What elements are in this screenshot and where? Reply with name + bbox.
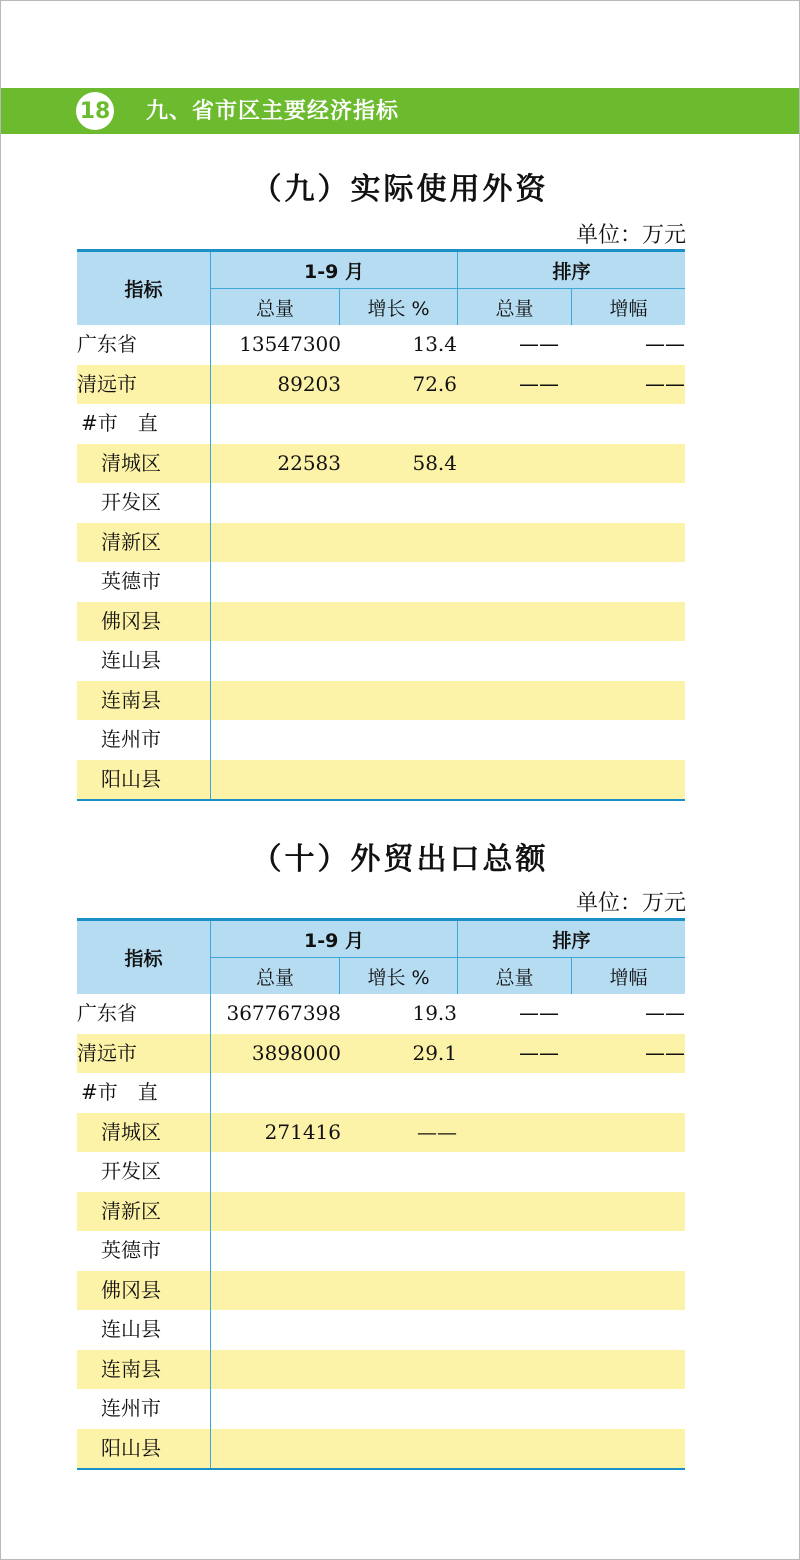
table-row (77, 641, 685, 680)
header-divider (211, 288, 685, 289)
row-rank-total-value: —— (519, 1001, 559, 1025)
row-rank-total-value (495, 681, 583, 720)
table-title: （九）实际使用外资 (251, 172, 549, 207)
header-column-rule (339, 957, 340, 994)
header-indicator: 指标 (124, 948, 163, 970)
row-rank-total-value (495, 1271, 583, 1310)
row-name: 佛冈县 (101, 608, 161, 633)
row-growth-value: 58.4 (412, 450, 457, 475)
table-row (77, 325, 685, 364)
header-rank: 排序 (552, 929, 591, 952)
row-name: 连山县 (101, 1317, 161, 1341)
header-column-rule (457, 921, 458, 994)
row-rank-growth-value: —— (645, 371, 685, 396)
row-rank-total-value (495, 720, 583, 759)
row-rank-total-value (495, 1350, 583, 1389)
row-rank-total-value (495, 523, 583, 562)
row-name: 佛冈县 (101, 1277, 161, 1302)
data-table-export-total (77, 918, 685, 1470)
table-row (77, 1350, 685, 1389)
header-rank-growth: 增幅 (609, 966, 648, 989)
row-total-value: 13547300 (239, 332, 341, 356)
table-row (77, 1192, 685, 1231)
table-row (77, 444, 685, 483)
header-rank: 排序 (552, 260, 591, 283)
row-rank-total-value (495, 562, 583, 601)
table-row (77, 365, 685, 404)
row-rank-total-value (495, 483, 583, 522)
section-header-bar (1, 88, 799, 134)
row-rank-total-value: —— (519, 371, 559, 396)
row-name: 阳山县 (101, 766, 161, 791)
table-bottom-rule (77, 1468, 685, 1470)
header-column-rule (457, 252, 458, 325)
header-rank-total: 总量 (495, 966, 534, 989)
table-row (77, 1429, 685, 1468)
row-name: 英德市 (101, 1238, 161, 1262)
row-name: 开发区 (101, 490, 161, 514)
table-bottom-rule (77, 799, 685, 801)
row-rank-total-value (495, 1113, 583, 1152)
table-row (77, 681, 685, 720)
unit-label: 单位：万元 (575, 223, 686, 248)
table-row (77, 483, 685, 522)
row-rank-total-value (495, 1231, 583, 1270)
row-rank-total-value (495, 1073, 583, 1112)
row-growth-value: 29.1 (412, 1040, 457, 1065)
table-row (77, 994, 685, 1033)
row-rank-total-value (495, 1429, 583, 1468)
row-rank-growth-value: —— (645, 332, 685, 356)
row-growth-value: —— (417, 1119, 457, 1144)
header-growth: 增长 % (367, 966, 430, 989)
table-row (77, 1152, 685, 1191)
header-rank-total: 总量 (495, 297, 534, 320)
table-row (77, 1231, 685, 1270)
row-rank-growth-value: —— (645, 1001, 685, 1025)
row-name: #市 直 (81, 411, 158, 435)
row-name: #市 直 (81, 1080, 158, 1104)
table-row (77, 1073, 685, 1112)
row-name: 阳山县 (101, 1435, 161, 1460)
header-period: 1-9 月 (304, 929, 364, 952)
table-row (77, 1113, 685, 1152)
row-rank-total-value (495, 1389, 583, 1428)
indicator-column-rule (210, 921, 211, 1468)
row-total-value: 367767398 (226, 1001, 341, 1025)
row-name: 清远市 (77, 1040, 137, 1065)
header-rank-growth: 增幅 (609, 297, 648, 320)
unit-label: 单位：万元 (575, 891, 686, 916)
table-row (77, 1034, 685, 1073)
row-name: 清城区 (101, 450, 161, 475)
row-name: 清城区 (101, 1119, 161, 1144)
row-rank-total-value: —— (519, 332, 559, 356)
row-total-value: 89203 (277, 371, 341, 396)
row-name: 清远市 (77, 371, 137, 396)
header-column-rule (571, 957, 572, 994)
row-name: 连州市 (101, 1396, 161, 1420)
table-row (77, 523, 685, 562)
table-row (77, 562, 685, 601)
row-rank-total-value (495, 1152, 583, 1191)
row-name: 清新区 (101, 1198, 161, 1223)
table-row (77, 1271, 685, 1310)
data-table-foreign-investment (77, 249, 685, 801)
row-growth-value: 72.6 (412, 371, 457, 396)
indicator-column-rule (210, 252, 211, 799)
row-rank-total-value (495, 1192, 583, 1231)
table-row (77, 1389, 685, 1428)
header-column-rule (339, 288, 340, 325)
table-row (77, 404, 685, 443)
header-divider (211, 957, 685, 958)
header-column-rule (571, 288, 572, 325)
row-total-value: 22583 (277, 450, 341, 475)
row-growth-value: 19.3 (412, 1001, 457, 1025)
row-rank-total-value: —— (519, 1040, 559, 1065)
header-growth: 增长 % (367, 297, 430, 320)
table-row (77, 1310, 685, 1349)
table-row (77, 760, 685, 799)
table-row (77, 602, 685, 641)
table-title: （十）外贸出口总额 (251, 842, 549, 877)
header-total: 总量 (255, 297, 294, 320)
row-rank-total-value (495, 760, 583, 799)
row-name: 连南县 (101, 1356, 161, 1381)
row-name: 清新区 (101, 529, 161, 554)
row-rank-total-value (495, 1310, 583, 1349)
header-total: 总量 (255, 966, 294, 989)
row-rank-growth-value: —— (645, 1040, 685, 1065)
row-name: 连山县 (101, 648, 161, 672)
row-total-value: 3898000 (251, 1040, 341, 1065)
section-heading: 九、省市区主要经济指标 (146, 99, 400, 124)
header-period: 1-9 月 (304, 260, 364, 283)
row-name: 连州市 (101, 727, 161, 751)
row-name: 广东省 (77, 332, 137, 356)
table-row (77, 720, 685, 759)
row-rank-total-value (495, 444, 583, 483)
row-name: 开发区 (101, 1159, 161, 1183)
row-name: 广东省 (77, 1001, 137, 1025)
row-name: 连南县 (101, 687, 161, 712)
page-number-badge: 18 (76, 92, 114, 130)
row-growth-value: 13.4 (412, 332, 457, 356)
row-total-value: 271416 (264, 1119, 341, 1144)
row-rank-total-value (495, 602, 583, 641)
header-indicator: 指标 (124, 279, 163, 301)
row-rank-total-value (495, 641, 583, 680)
row-rank-total-value (495, 404, 583, 443)
row-name: 英德市 (101, 569, 161, 593)
